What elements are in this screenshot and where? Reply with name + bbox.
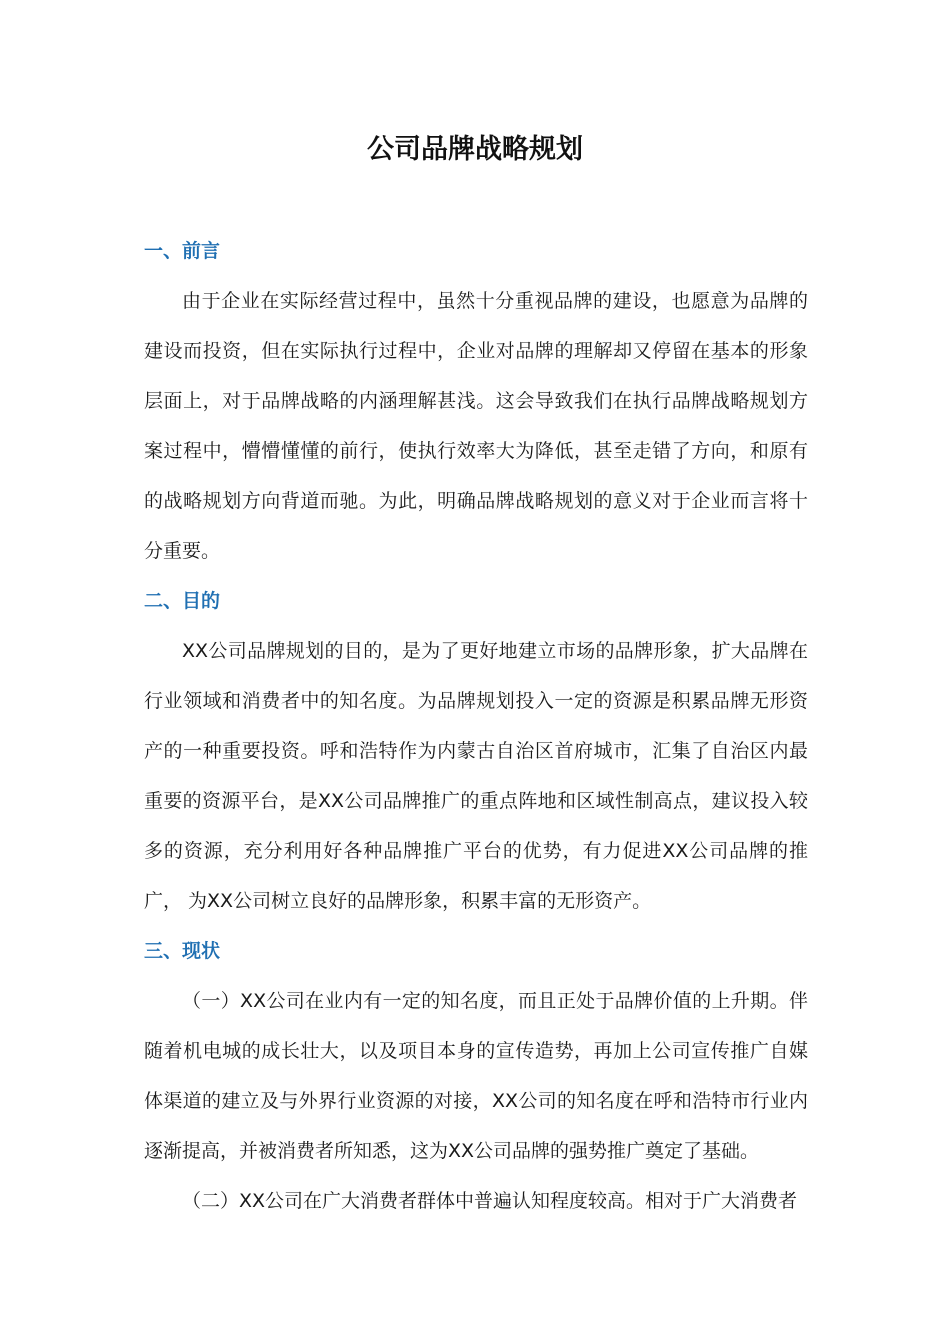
section-heading-preface: 一、前言 xyxy=(144,240,221,262)
document-title: 公司品牌战略规划 xyxy=(367,134,583,165)
section-status xyxy=(144,926,808,1226)
section-preface xyxy=(144,226,808,576)
paragraph-status-2: （二）XX公司在广大消费者群体中普遍认知程度较高。相对于广大消费者 xyxy=(182,1190,798,1212)
section-heading-purpose: 二、目的 xyxy=(144,590,221,612)
paragraph-preface: 由于企业在实际经营过程中，虽然十分重视品牌的建设，也愿意为品牌的建设而投资，但在实际执行过程中，企业对品牌的理解却又停留在基本的形象层面上，对于品牌战略的内涵理解甚浅。这会导致我们在执行品牌战略规划方案过程中，懵懵懂懂的前行，使执行效率大为降低，甚至走错了方向，和原有的战略规划方向背道而驰。为此，明确品牌战略规划的意义对于企业而言将十分重要。 xyxy=(144,290,808,562)
paragraph-status-1: （一）XX公司在业内有一定的知名度，而且正处于品牌价值的上升期。伴随着机电城的成长壮大，以及项目本身的宣传造势，再加上公司宣传推广自媒体渠道的建立及与外界行业资源的对接，XX公司的知名度在呼和浩特市行业内逐渐提高，并被消费者所知悉，这为XX公司品牌的强势推广奠定了基础。 xyxy=(144,990,808,1162)
section-heading-status: 三、现状 xyxy=(144,940,221,962)
paragraph-purpose: XX公司品牌规划的目的，是为了更好地建立市场的品牌形象，扩大品牌在行业领域和消费者中的知名度。为品牌规划投入一定的资源是积累品牌无形资产的一种重要投资。呼和浩特作为内蒙古自治区首府城市，汇集了自治区内最重要的资源平台，是XX公司品牌推广的重点阵地和区域性制高点，建议投入较多的资源，充分利用好各种品牌推广平台的优势，有力促进XX公司品牌的推广， 为XX公司树立良好的品牌形象，积累丰富的无形资产。 xyxy=(144,640,808,912)
document-body xyxy=(144,226,808,1226)
section-purpose xyxy=(144,576,808,926)
